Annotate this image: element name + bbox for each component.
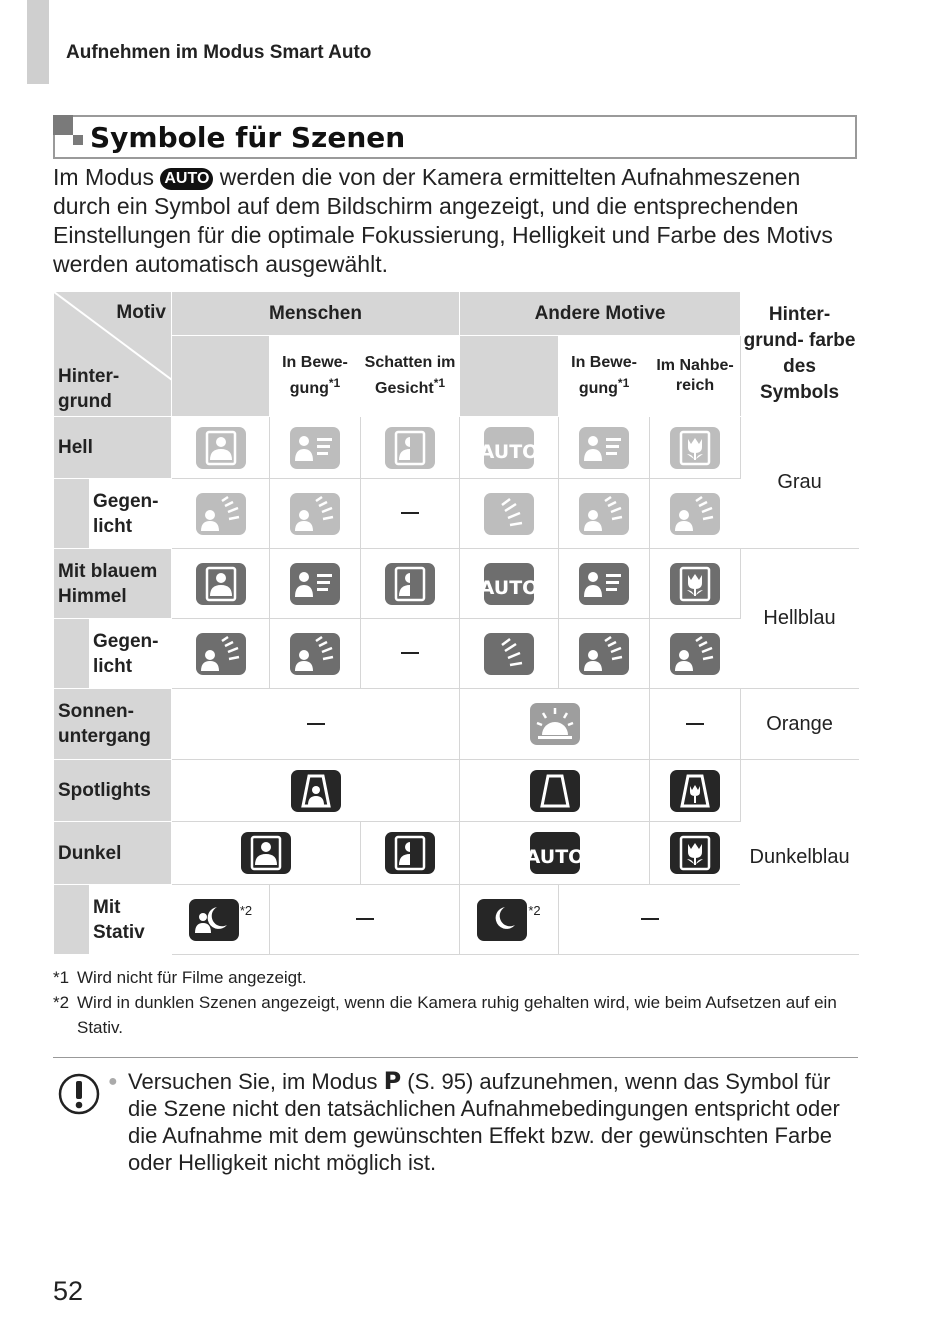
- dash: [356, 918, 374, 920]
- running-head: Aufnehmen im Modus Smart Auto: [66, 42, 372, 63]
- row-label-mit-stativ: Mit Stativ: [90, 885, 172, 955]
- spotlight-macro-icon: [670, 770, 720, 812]
- table-corner: [54, 292, 172, 417]
- table-cell: [650, 760, 741, 822]
- moving-backlight-icon: [290, 633, 340, 675]
- table-cell: [650, 689, 741, 760]
- footnote-text: Wird in dunklen Szenen angezeigt, wenn die Kamera ruhig gehalten wird, wie beim Aufsetzen auf ein Stativ.: [77, 993, 837, 1037]
- row-label-spotlights: Spotlights: [54, 760, 172, 822]
- auto-icon: [530, 832, 580, 874]
- group-header-andere-motive: Andere Motive: [460, 292, 741, 336]
- table-cell: [650, 417, 741, 479]
- macro-icon: [670, 563, 720, 605]
- footnote-1: [53, 965, 873, 990]
- table-cell: [172, 822, 361, 885]
- table-cell: [172, 479, 270, 549]
- page-number: 52: [53, 1276, 84, 1306]
- subheader-andere-blank: [460, 336, 559, 417]
- bg-color-hellblau: Hellblau: [741, 549, 859, 689]
- table-cell: [460, 549, 559, 619]
- table-cell: [172, 417, 270, 479]
- table-cell: [361, 619, 460, 689]
- scene-icon-table: [53, 291, 859, 955]
- dash: [686, 723, 704, 725]
- table-cell: [559, 549, 650, 619]
- row-indent: [54, 885, 90, 955]
- intro-paragraph: [53, 163, 863, 279]
- table-cell: [650, 619, 741, 689]
- table-cell: [172, 885, 270, 955]
- table-cell: [361, 479, 460, 549]
- table-cell: [172, 549, 270, 619]
- bg-color-orange: Orange: [741, 689, 859, 760]
- caution-icon: [58, 1073, 100, 1115]
- table-cell: [460, 479, 559, 549]
- sunset-icon: [530, 703, 580, 745]
- table-cell: [559, 619, 650, 689]
- table-cell: [460, 822, 650, 885]
- dash: [401, 652, 419, 654]
- corner-hintergrund-label: Hinter- grund: [58, 366, 120, 412]
- table-cell: [559, 417, 650, 479]
- caution-text: Versuchen Sie, im Modus P (S. 95) aufzunehmen, wenn das Symbol für die Szene nicht den tatsächlichen Aufnahmebedingungen entspricht oder die Aufnahme mit dem gewünschten Effekt bzw. der gewünschten Farbe oder Helligkeit nicht möglich ist.: [128, 1067, 840, 1175]
- subheader-schatten-im-gesicht: Schatten im Gesicht$^{*1}$: [361, 336, 460, 417]
- row-label-dunkel: Dunkel: [54, 822, 172, 885]
- portrait-backlight-icon: [196, 493, 246, 535]
- moving-object-backlight-icon: [579, 633, 629, 675]
- divider: [53, 1057, 858, 1058]
- table-cell: [460, 885, 559, 955]
- table-cell: [270, 885, 460, 955]
- table-cell: [460, 689, 650, 760]
- table-cell: [172, 760, 460, 822]
- auto-mode-icon: AUTO: [160, 168, 213, 190]
- row-label-mit-blauem-himmel: Mit blauem Himmel: [54, 549, 172, 619]
- table-cell: [460, 417, 559, 479]
- portrait-shadow-icon: [385, 832, 435, 874]
- table-cell: [460, 619, 559, 689]
- note-marker: *2: [528, 902, 541, 918]
- subheader-menschen-blank: [172, 336, 270, 417]
- table-cell: [559, 885, 741, 955]
- portrait-icon: [241, 832, 291, 874]
- bg-color-dunkelblau: Dunkelblau: [741, 760, 859, 955]
- macro-backlight-icon: [670, 633, 720, 675]
- heading-square-icon: [53, 115, 73, 135]
- auto-icon: [484, 427, 534, 469]
- row-indent: [54, 479, 90, 549]
- table-cell: [172, 619, 270, 689]
- footnote-text: Wird nicht für Filme angezeigt.: [77, 968, 307, 987]
- spotlight-portrait-icon: [291, 770, 341, 812]
- table-cell: [172, 689, 460, 760]
- table-cell: [270, 479, 361, 549]
- row-label-sonnenuntergang: Sonnen- untergang: [54, 689, 172, 760]
- bullet-icon: ●: [108, 1073, 118, 1090]
- table-cell: [650, 479, 741, 549]
- dash: [307, 723, 325, 725]
- subheader-in-bewegung-andere: In Bewe- gung$^{*1}$: [559, 336, 650, 417]
- auto-icon: [484, 563, 534, 605]
- intro-text-end: werden die von der Kamera ermittelten Aufnahmeszenen durch ein Symbol auf dem Bildschirm angezeigt, und die entsprechenden Einstellungen für die optimale Fokussierung, Helligkeit und Farbe des Motivs werden automatisch ausgewählt.: [53, 164, 833, 277]
- heading-square-small-icon: [73, 135, 83, 145]
- backlight-icon: [484, 493, 534, 535]
- table-cell: [650, 549, 741, 619]
- macro-icon: [670, 427, 720, 469]
- dash: [401, 512, 419, 514]
- bg-color-grau: Grau: [741, 417, 859, 549]
- footnotes: [53, 965, 873, 1040]
- side-tab: [27, 0, 49, 84]
- subheader-im-nahbereich: Im Nahbe- reich: [650, 336, 741, 417]
- moving-object-icon: [579, 427, 629, 469]
- row-label-gegenlicht: Gegen- licht: [90, 479, 172, 549]
- program-mode-icon: P: [383, 1067, 402, 1095]
- footnote-2: [53, 990, 873, 1040]
- footnote-mark: *1: [53, 968, 70, 987]
- spotlight-icon: [530, 770, 580, 812]
- table-cell: [361, 822, 460, 885]
- night-scene-icon: [477, 899, 527, 941]
- backlight-icon: [484, 633, 534, 675]
- footnote-mark: *2: [53, 993, 70, 1012]
- portrait-backlight-icon: [196, 633, 246, 675]
- row-indent: [54, 619, 90, 689]
- moving-object-backlight-icon: [579, 493, 629, 535]
- caution-note: [108, 1068, 853, 1176]
- moving-object-icon: [579, 563, 629, 605]
- table-cell: [270, 417, 361, 479]
- note-marker: *2: [239, 902, 253, 918]
- table-cell: [361, 417, 460, 479]
- moving-backlight-icon: [290, 493, 340, 535]
- portrait-shadow-icon: [385, 427, 435, 469]
- row-label-hell: Hell: [54, 417, 172, 479]
- table-cell: [270, 619, 361, 689]
- night-portrait-icon: [189, 899, 239, 941]
- dash: [641, 918, 659, 920]
- portrait-shadow-icon: [385, 563, 435, 605]
- row-label-gegenlicht: Gegen- licht: [90, 619, 172, 689]
- subheader-in-bewegung-menschen: In Bewe- gung$^{*1}$: [270, 336, 361, 417]
- portrait-moving-icon: [290, 563, 340, 605]
- group-header-menschen: Menschen: [172, 292, 460, 336]
- header-symbol-bg-color: Hinter- grund- farbe des Symbols: [741, 292, 859, 417]
- table-cell: [559, 479, 650, 549]
- section-title: Symbole für Szenen: [90, 121, 406, 154]
- table-cell: [361, 549, 460, 619]
- table-cell: [460, 760, 650, 822]
- section-heading: [53, 115, 857, 159]
- macro-backlight-icon: [670, 493, 720, 535]
- macro-icon: [670, 832, 720, 874]
- intro-text-start: Im Modus: [53, 164, 161, 190]
- portrait-icon: [196, 427, 246, 469]
- portrait-moving-icon: [290, 427, 340, 469]
- portrait-icon: [196, 563, 246, 605]
- table-cell: [270, 549, 361, 619]
- table-cell: [650, 822, 741, 885]
- corner-motiv-label: Motiv: [116, 302, 166, 323]
